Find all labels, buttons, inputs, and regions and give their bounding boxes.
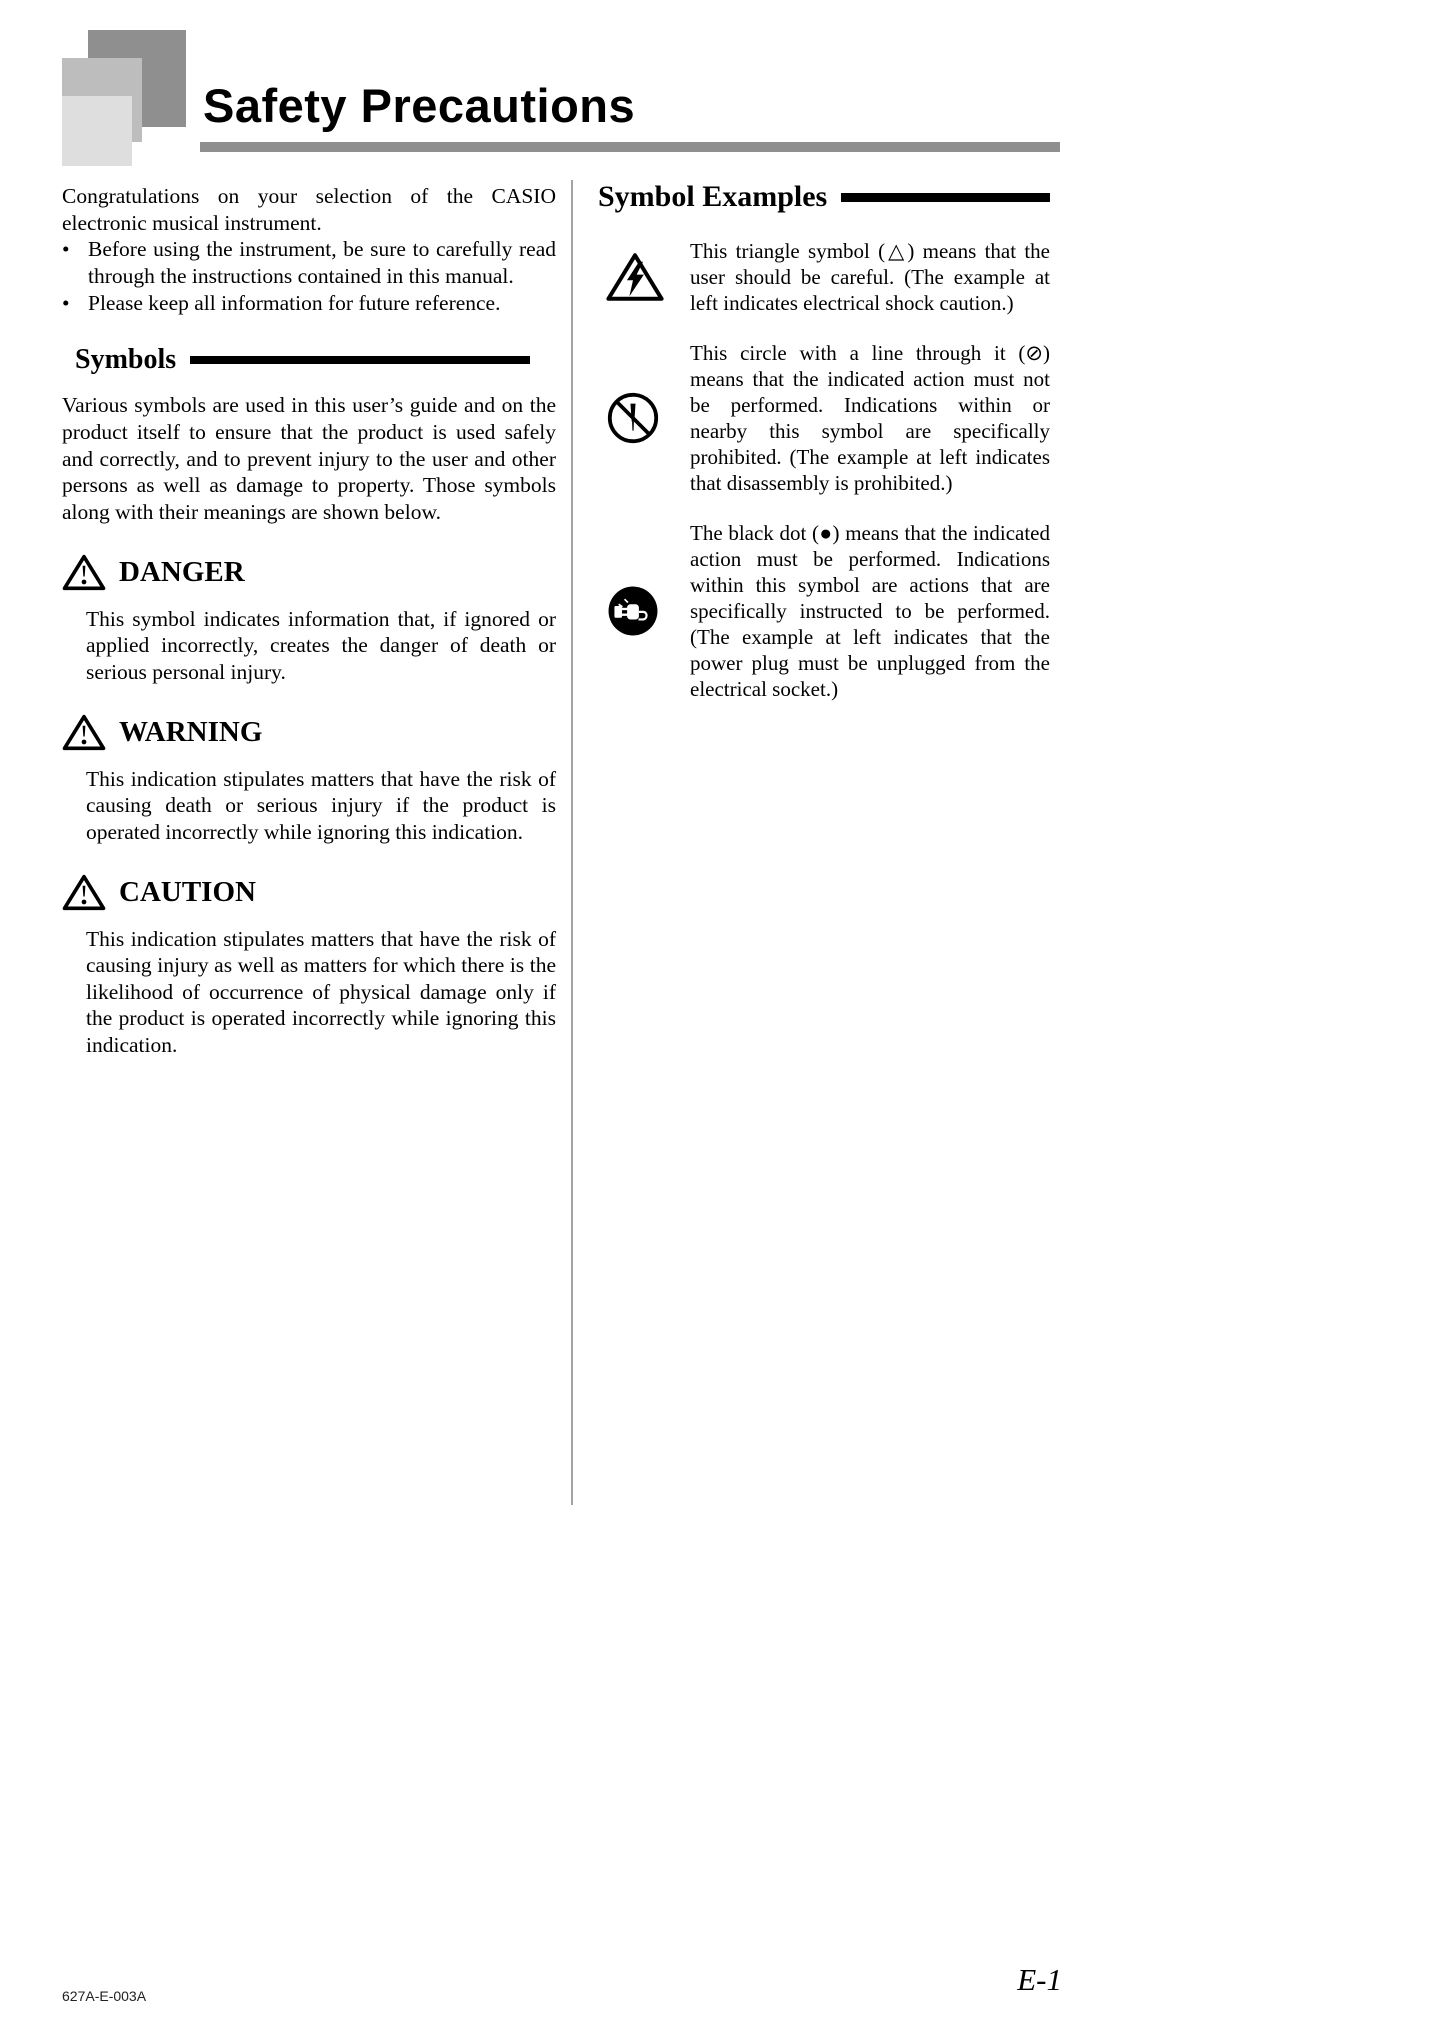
danger-label: DANGER [119, 555, 245, 588]
danger-heading [62, 553, 556, 592]
symbol-example-entry [598, 238, 1050, 316]
symbol-examples-section-heading [598, 180, 1050, 214]
intro-paragraph: Congratulations on your selection of the CASIO electronic musical instrument. [62, 184, 556, 235]
column-divider [571, 180, 573, 1505]
bullet-text: Before using the instrument, be sure to carefully read through the instructions contained in this manual. [88, 237, 556, 288]
symbol-example-entry [598, 340, 1050, 496]
list-item [62, 236, 556, 289]
warning-triangle-icon [62, 873, 106, 912]
bullet-text: Please keep all information for future reference. [88, 290, 501, 315]
symbol-icon-cell [598, 251, 690, 303]
list-item [62, 290, 556, 317]
warning-label: WARNING [119, 715, 263, 748]
symbol-icon-cell [598, 391, 690, 445]
title-rule [200, 142, 1060, 152]
symbol-examples-heading-label: Symbol Examples [598, 180, 828, 213]
symbol-example-entry [598, 520, 1050, 702]
danger-text: This symbol indicates information that, if ignored or applied incorrectly, creates the danger of death or serious personal injury. [86, 606, 556, 684]
symbols-intro-paragraph: Various symbols are used in this user’s guide and on the product itself to ensure that the product is used safely and correctly, and to prevent injury to the user and other persons as well as damage to property. Those symbols along with their meanings are shown below. [62, 393, 556, 524]
caution-heading [62, 873, 556, 912]
warning-triangle-icon [62, 553, 106, 592]
page-number: E-1 [1017, 1962, 1062, 1997]
decorative-square-light [62, 96, 132, 166]
right-column [598, 180, 1050, 727]
electrical-shock-triangle-icon [606, 251, 664, 303]
bullet-marker: • [62, 290, 70, 315]
caution-text: This indication stipulates matters that have the risk of causing injury as well as matters for which there is the likelihood of occurrence of physical damage only if the product is operated incorrectly while ignoring this indication. [86, 926, 556, 1058]
symbols-heading-label: Symbols [75, 344, 177, 376]
unplug-power-icon [606, 584, 660, 638]
symbols-section-heading [75, 344, 556, 376]
symbols-heading-rule [190, 356, 530, 364]
bullet-marker: • [62, 237, 70, 262]
symbol-examples-heading-rule [841, 193, 1050, 202]
symbol-example-text: This circle with a line through it (⊘) means that the indicated action must not be performed. Indications within or nearby this symbol are specifically prohibited. (The example at left indicates that disassembly is prohibited.) [690, 341, 1050, 496]
disassembly-prohibited-icon [606, 391, 660, 445]
left-column [62, 183, 556, 1059]
symbol-icon-cell [598, 584, 690, 638]
warning-text: This indication stipulates matters that have the risk of causing death or serious injury if the product is operated incorrectly while ignoring this indication. [86, 766, 556, 844]
page-title: Safety Precautions [203, 79, 636, 132]
caution-label: CAUTION [119, 875, 256, 908]
symbol-example-text: The black dot (●) means that the indicated action must be performed. Indications within this symbol are actions that are specifically instructed to be performed. (The example at left indicates that the power plug must be unplugged from the electrical socket.) [690, 521, 1050, 702]
symbol-example-text: This triangle symbol (△) means that the user should be careful. (The example at left indicates electrical shock caution.) [690, 239, 1050, 316]
document-code: 627A-E-003A [62, 1988, 147, 2004]
warning-heading [62, 713, 556, 752]
warning-triangle-icon [62, 713, 106, 752]
